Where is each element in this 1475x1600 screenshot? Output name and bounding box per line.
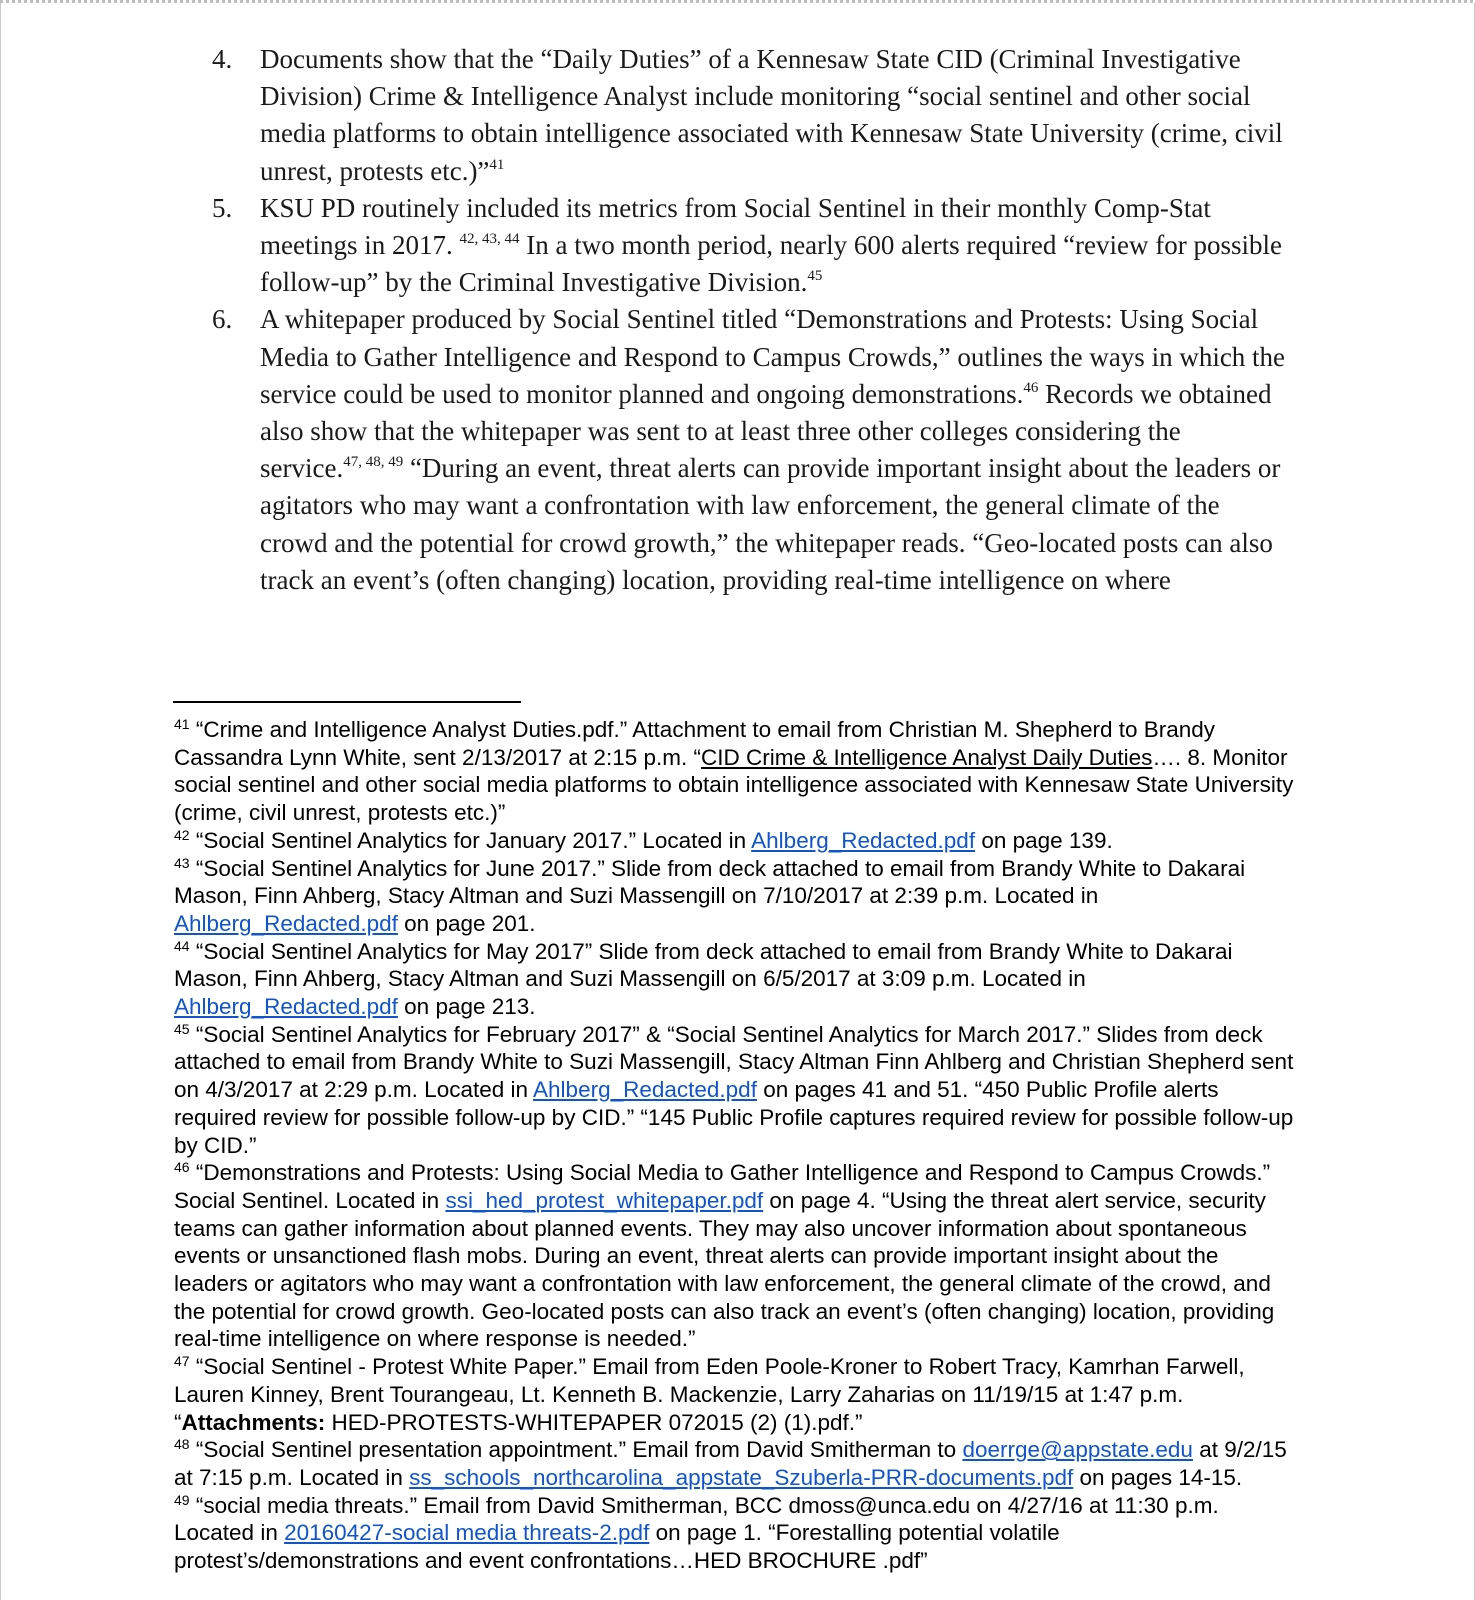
footnote-number: 49 (174, 1491, 190, 1508)
list-item-text: In a two month period, nearly 600 alerts required “review for possible follow-up” by the Criminal Investigative Division. (260, 230, 1282, 298)
footnote-49 (174, 1492, 1294, 1575)
footnote-link[interactable]: Ahlberg_Redacted.pdf (751, 827, 976, 853)
footnote-47 (174, 1353, 1294, 1436)
footnote-number: 46 (174, 1159, 190, 1176)
footnote-text: on page 1. “Forestalling potential volatile protest’s/demonstrations and event confrontations…HED BROCHURE .pdf” (174, 1520, 1060, 1574)
footnote-text: “Demonstrations and Protests: Using Social Media to Gather Intelligence and Respond to Campus Crowds.” Social Sentinel. Located in (174, 1160, 1271, 1213)
list-item-text: KSU PD routinely included its metrics from Social Sentinel in their monthly Comp-Stat meetings in 2017. (260, 192, 1211, 261)
list-item (212, 190, 1287, 302)
list-item-text: Records we obtained also show that the whitepaper was sent to at least three other colleges considering the service. (260, 378, 1272, 484)
footnote-text: at 9/2/15 at 7:15 p.m. Located in (174, 1437, 1287, 1490)
footnote-45 (174, 1021, 1294, 1160)
footnote-ref[interactable]: 45 (807, 268, 823, 285)
footnote-text: on page 139. (975, 827, 1113, 853)
footnote-ref[interactable]: 42, 43, 44 (459, 231, 520, 248)
footnote-44 (174, 938, 1294, 1021)
footnote-text: …. 8. Monitor social sentinel and other social media platforms to obtain intelligence associated with Kennesaw State University (crime, civil unrest, protests etc.)” (174, 744, 1294, 826)
list-item-number: 6. (212, 304, 233, 335)
list-item-number: 4. (212, 44, 233, 74)
footnote-number: 48 (174, 1436, 190, 1453)
footnote-link[interactable]: Ahlberg_Redacted.pdf (174, 910, 398, 936)
footnote-43 (174, 855, 1294, 938)
list-item-text: Documents show that the “Daily Duties” of a Kennesaw State CID (Criminal Investigative Division) Crime & Intelligence Analyst include monitoring “social sentinel and other social media platforms to obtain intelligence associated with Kennesaw State University (crime, civil unrest, protests etc.)” (260, 44, 1283, 186)
footnote-46 (174, 1159, 1294, 1353)
footnote-number: 41 (174, 716, 190, 732)
list-item-text: A whitepaper produced by Social Sentinel titled “Demonstrations and Protests: Using Social Media to Gather Intelligence and Respond to Campus Crowds,” outlines the ways in which the service could be used to monitor planned and ongoing demonstrations. (260, 304, 1286, 409)
footnote-text: “Social Sentinel Analytics for January 2017.” Located in (189, 827, 752, 853)
footnote-link[interactable]: Ahlberg_Redacted.pdf (174, 994, 398, 1020)
footnote-separator (173, 701, 521, 703)
list-item-number: 5. (212, 192, 233, 223)
footnote-link[interactable]: Ahlberg_Redacted.pdf (533, 1077, 757, 1103)
footnotes-section (174, 716, 1294, 1575)
footnote-number: 43 (174, 854, 190, 871)
footnote-link[interactable]: 20160427-social media threats-2.pdf (284, 1520, 650, 1546)
footnote-text: “Social Sentinel Analytics for February 2017” & “Social Sentinel Analytics for March 2017.” Slides from deck attached to email from Brandy White to Suzi Massengill, Stacy Altman Finn Ahlberg and Christian Shepherd sent on 4/3/2017 at 2:29 p.m. Located in (174, 1021, 1294, 1103)
footnote-link[interactable]: ssi_hed_protest_whitepaper.pdf (445, 1187, 764, 1213)
footnote-text: on pages 41 and 51. “450 Public Profile alerts required review for possible follow-up by CID.” “145 Public Profile captures required review for possible follow-up by CID.” (174, 1077, 1294, 1158)
footnote-text: “Social Sentinel Analytics for May 2017” Slide from deck attached to email from Brandy White to Dakarai Mason, Finn Ahberg, Stacy Altman and Suzi Massengill on 6/5/2017 at 3:09 p.m. Located in (174, 938, 1233, 992)
footnote-email-link[interactable]: doerrge@appstate.edu (962, 1437, 1193, 1463)
footnote-ref[interactable]: 46 (1023, 379, 1039, 396)
footnote-text: on page 4. “Using the threat alert service, security teams can gather information about planned events. They may also uncover information about spontaneous events or unsanctioned flash mobs. During an event, threat alerts can provide important insight about the leaders or agitators who may want a confrontation with law enforcement, the general climate of the crowd, and the potential for crowd growth. Geo-located posts can also track an event’s (often changing) location, providing real-time intelligence on where response is needed.” (174, 1187, 1275, 1352)
list-item (212, 301, 1287, 599)
footnote-link[interactable]: ss_schools_northcarolina_appstate_Szuberla-PRR-documents.pdf (409, 1464, 1074, 1490)
footnote-text: HED-PROTESTS-WHITEPAPER 072015 (2) (1).pdf.” (325, 1409, 863, 1435)
footnote-number: 44 (174, 937, 190, 954)
footnote-text: “Social Sentinel - Protest White Paper.” Email from Eden Poole-Kroner to Robert Tracy, Kamrhan Farwell, Lauren Kinney, Brent Tourangeau, Lt. Kenneth B. Mackenzie, Larry Zaharias on 11/19/15 at 1:47 p.m. “ (174, 1354, 1245, 1435)
footnote-number: 42 (174, 826, 190, 843)
footnote-text: on page 213. (397, 994, 536, 1020)
body-numbered-list (212, 41, 1287, 599)
footnote-text: “Crime and Intelligence Analyst Duties.pdf.” Attachment to email from Christian M. Shepherd to Brandy Cassandra Lynn White, sent 2/13/2017 at 2:15 p.m. “ (174, 717, 1216, 770)
footnote-text: “social media threats.” Email from David Smitherman, BCC dmoss@unca.edu on 4/27/16 at 11:30 p.m. Located in (174, 1492, 1219, 1546)
footnote-42 (174, 827, 1294, 855)
footnote-ref[interactable]: 47, 48, 49 (343, 454, 404, 471)
list-item (212, 41, 1287, 190)
footnote-text: on page 201. (397, 910, 536, 936)
footnote-text: on pages 14-15. (1073, 1464, 1243, 1490)
list-item-text: “During an event, threat alerts can provide important insight about the leaders or agitators who may want a confrontation with law enforcement, the general climate of the crowd and the potential for crowd growth,” the whitepaper reads. “Geo-located posts can also track an event’s (often changing) location, providing real-time intelligence on where (260, 453, 1281, 595)
page-top-border (0, 0, 1475, 3)
footnote-ref[interactable]: 41 (489, 156, 505, 173)
footnote-number: 45 (174, 1020, 190, 1037)
footnote-text: “Social Sentinel presentation appointment.” Email from David Smitherman to (189, 1437, 963, 1463)
page-edge-left (0, 0, 1, 1600)
footnote-number: 47 (174, 1353, 190, 1370)
footnote-41 (174, 716, 1294, 827)
footnote-underlined-text: CID Crime & Intelligence Analyst Daily Duties (700, 744, 1153, 770)
footnote-bold-text: Attachments: (181, 1409, 326, 1435)
footnote-text: “Social Sentinel Analytics for June 2017.” Slide from deck attached to email from Brandy White to Dakarai Mason, Finn Ahberg, Stacy Altman and Suzi Massengill on 7/10/2017 at 2:39 p.m. Located in (174, 855, 1246, 909)
footnote-48 (174, 1436, 1294, 1491)
